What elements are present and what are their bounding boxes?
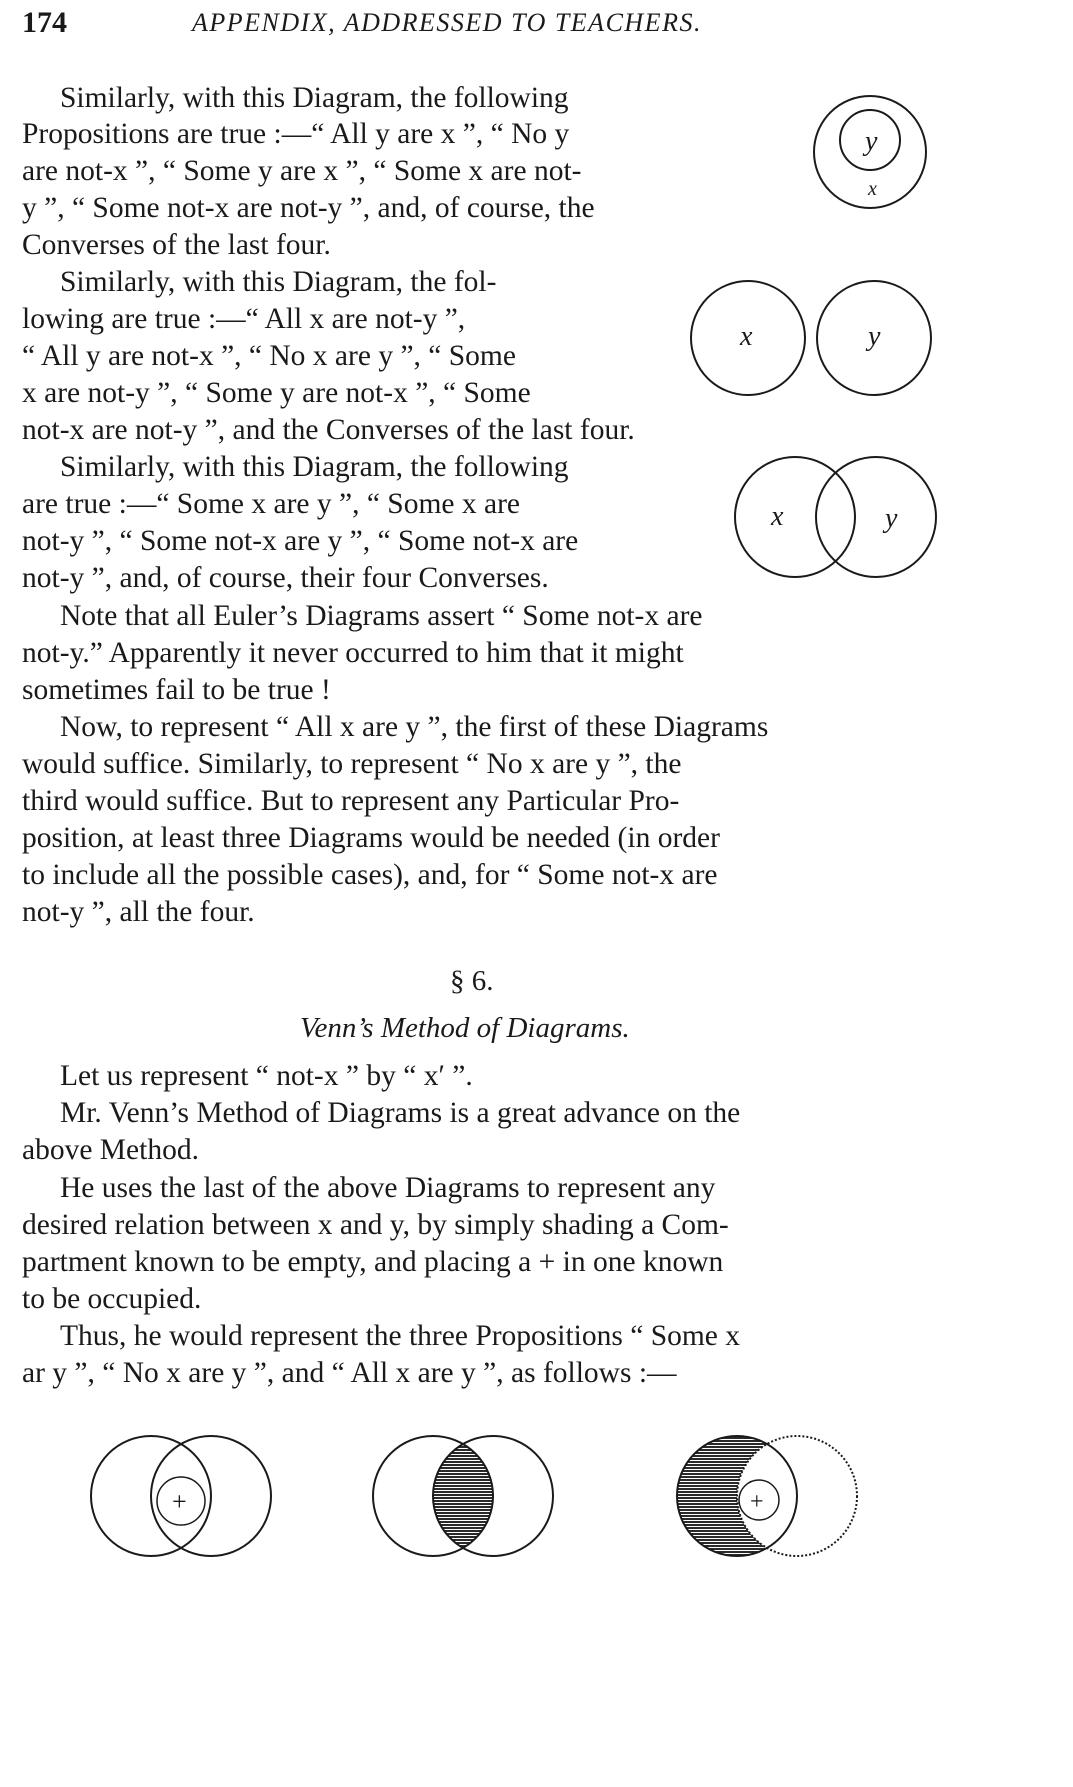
- text-line: not-y.” Apparently it never occurred to him that it might: [22, 637, 684, 669]
- page-header: [22, 6, 922, 50]
- text-line: Converses of the last four.: [22, 229, 331, 261]
- text-line: “ All y are not-x ”, “ No x are y ”, “ Some: [22, 340, 516, 372]
- text-line: Mr. Venn’s Method of Diagrams is a great advance on the: [60, 1097, 741, 1129]
- text-line: Propositions are true :—“ All y are x ”, “ No y: [22, 118, 570, 150]
- label-y: y: [885, 503, 898, 534]
- text-line: partment known to be empty, and placing a + in one known: [22, 1246, 724, 1278]
- text-line: y ”, “ Some not-x are not-y ”, and, of course, the: [22, 192, 595, 224]
- text-line: to include all the possible cases), and, for “ Some not-x are: [22, 859, 718, 891]
- text-line: Let us represent “ not-x ” by “ x′ ”.: [60, 1060, 473, 1092]
- venn-diagram-some-x-are-y: [86, 1428, 276, 1563]
- text-line: Now, to represent “ All x are y ”, the first of these Diagrams: [60, 711, 769, 743]
- page-number: 174: [22, 6, 67, 39]
- text-line: position, at least three Diagrams would be needed (in order: [22, 822, 720, 854]
- euler-diagram-disjoint: [688, 275, 938, 405]
- text-line: to be occupied.: [22, 1283, 202, 1315]
- venn-diagram-no-x-are-y: [368, 1428, 558, 1563]
- euler-diagram-contained: [810, 90, 930, 215]
- label-y: y: [865, 126, 878, 157]
- text-line: x are not-y ”, “ Some y are not-x ”, “ Some: [22, 377, 531, 409]
- circle-y: [816, 457, 936, 577]
- plus-icon: +: [750, 1489, 764, 1515]
- text-line: above Method.: [22, 1134, 199, 1166]
- text-line: Note that all Euler’s Diagrams assert “ Some not-x are: [60, 600, 703, 632]
- label-y: y: [868, 321, 881, 352]
- text-line: lowing are true :—“ All x are not-y ”,: [22, 303, 466, 335]
- section-title: Venn’s Method of Diagrams.: [300, 1012, 630, 1044]
- text-line: would suffice. Similarly, to represent “ No x are y ”, the: [22, 748, 682, 780]
- text-line: not-y ”, and, of course, their four Converses.: [22, 562, 549, 594]
- text-line: third would suffice. But to represent any Particular Pro-: [22, 785, 680, 817]
- text-line: Similarly, with this Diagram, the following: [60, 82, 569, 114]
- text-line: are true :—“ Some x are y ”, “ Some x are: [22, 488, 521, 520]
- circle-x: [735, 457, 855, 577]
- euler-diagram-overlap: [733, 455, 938, 580]
- text-line: not-y ”, “ Some not-x are y ”, “ Some not-x are: [22, 525, 579, 557]
- section-number: § 6.: [450, 965, 494, 997]
- text-line: Thus, he would represent the three Propositions “ Some x: [60, 1320, 741, 1352]
- text-line: Similarly, with this Diagram, the following: [60, 451, 569, 483]
- label-x: x: [868, 178, 877, 200]
- plus-icon: +: [172, 1487, 187, 1516]
- venn-diagram-all-x-are-y: [672, 1428, 872, 1563]
- text-line: Similarly, with this Diagram, the fol-: [60, 266, 497, 298]
- label-x: x: [771, 501, 784, 532]
- text-line: not-x are not-y ”, and the Converses of the last four.: [22, 414, 635, 446]
- label-x: x: [740, 321, 753, 352]
- text-line: He uses the last of the above Diagrams to represent any: [60, 1172, 716, 1204]
- running-title: APPENDIX, ADDRESSED TO TEACHERS.: [192, 8, 702, 37]
- text-line: sometimes fail to be true !: [22, 674, 331, 706]
- text-line: desired relation between x and y, by simply shading a Com-: [22, 1209, 729, 1241]
- text-line: ar y ”, “ No x are y ”, and “ All x are y ”, as follows :—: [22, 1357, 677, 1389]
- text-line: not-y ”, all the four.: [22, 896, 255, 928]
- text-line: are not-x ”, “ Some y are x ”, “ Some x are not-: [22, 155, 582, 187]
